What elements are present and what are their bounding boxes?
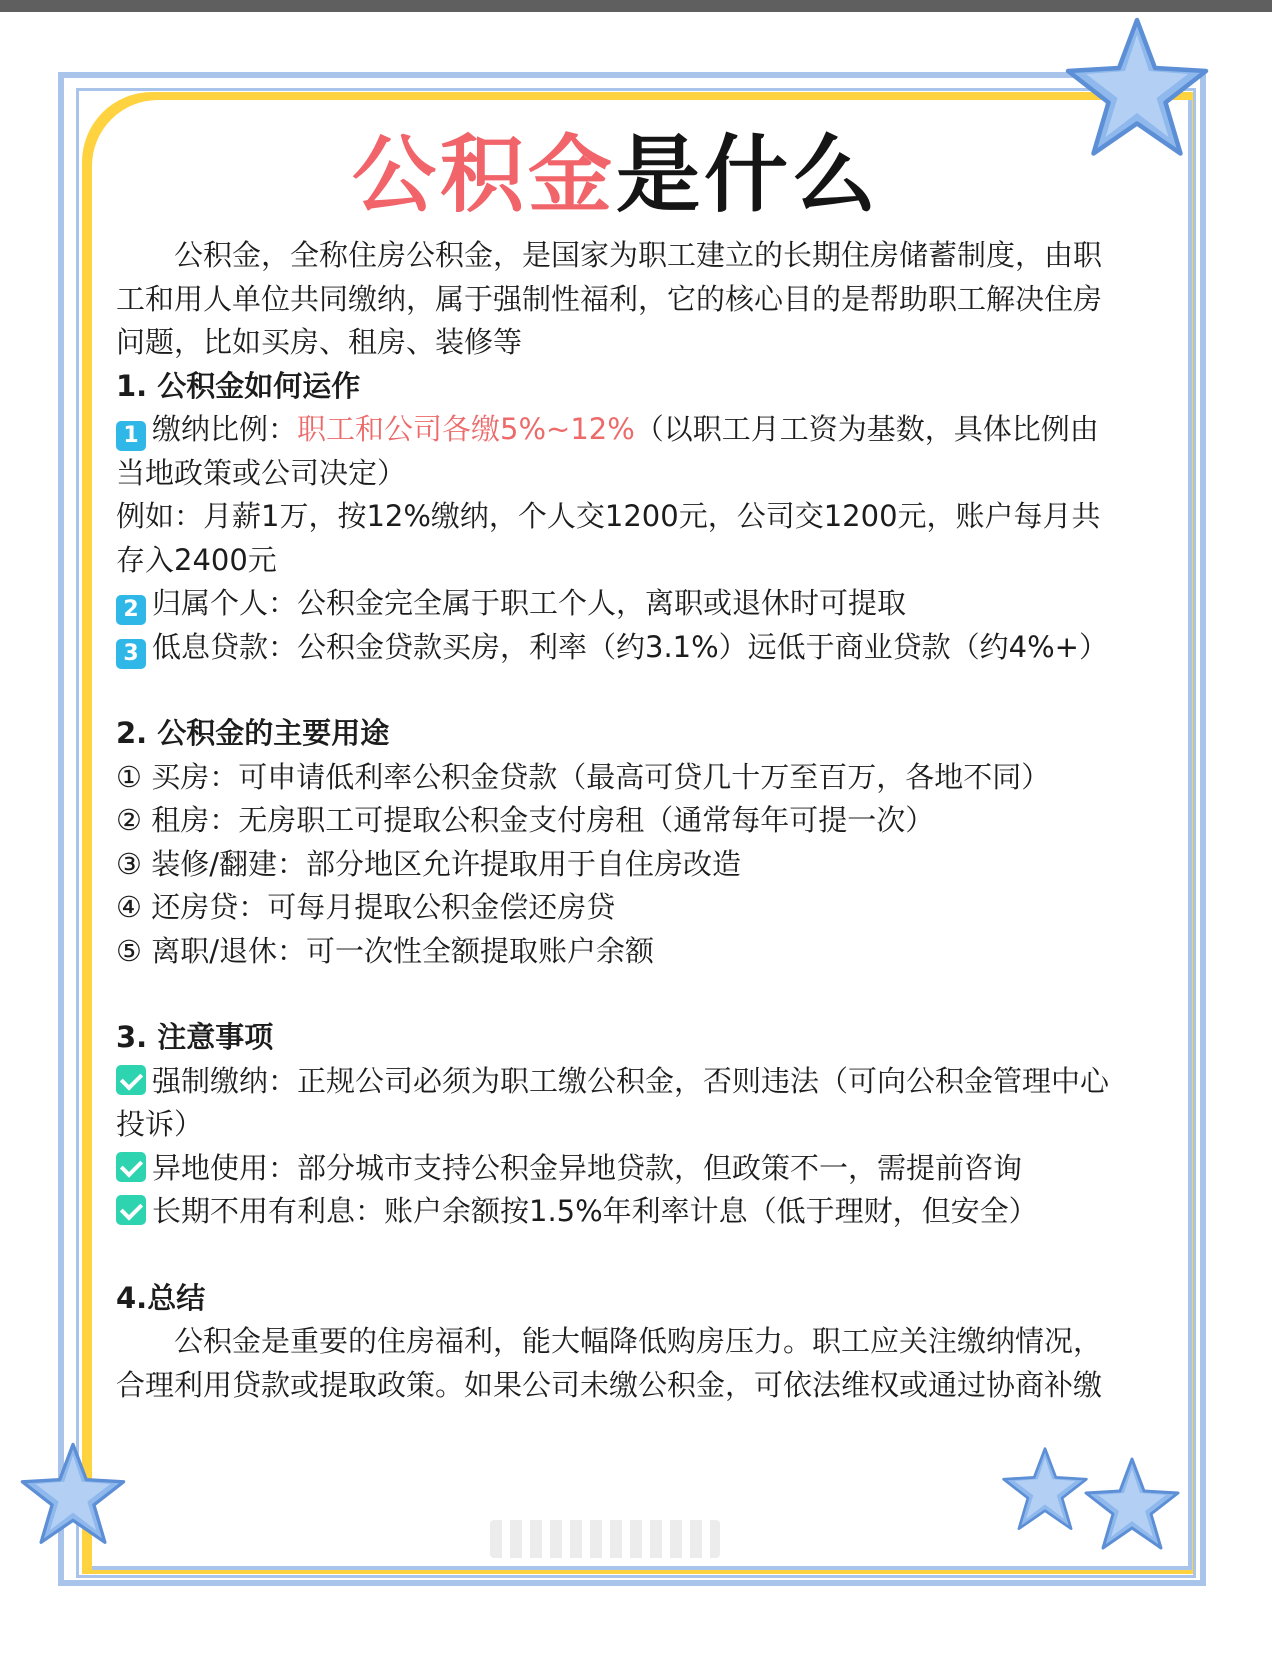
check-item-text: 长期不用有利息：账户余额按1.5%年利率计息（低于理财，但安全）	[152, 1194, 1038, 1228]
section1-item2	[116, 582, 1116, 626]
section1-item3	[116, 626, 1116, 670]
number-badge-icon: 3	[116, 639, 146, 669]
item1-label: 缴纳比例：	[152, 412, 298, 446]
top-bar	[0, 0, 1272, 12]
list-item: ① 买房：可申请低利率公积金贷款（最高可贷几十万至百万，各地不同）	[116, 759, 1051, 794]
section1-example: 例如：月薪1万，按12%缴纳，个人交1200元，公司交1200元，账户每月共存入2400元	[116, 499, 1101, 577]
section3-heading: 3. 注意事项	[116, 1020, 274, 1054]
spacer	[116, 1234, 1116, 1277]
section2-heading: 2. 公积金的主要用途	[116, 716, 390, 750]
check-item-text: 强制缴纳：正规公司必须为职工缴公积金，否则违法（可向公积金管理中心投诉）	[116, 1063, 1110, 1141]
item1-rest: （以职工月工资为基数，具体比例由当地政策或公司决定）	[116, 412, 1099, 490]
star-icon	[1082, 1455, 1182, 1555]
star-icon	[18, 1440, 128, 1550]
check-item-text: 异地使用：部分城市支持公积金异地贷款，但政策不一，需提前咨询	[152, 1150, 1023, 1185]
check-icon	[116, 1195, 146, 1225]
number-badge-icon: 2	[116, 595, 146, 625]
content	[116, 120, 1116, 1407]
spacer	[116, 669, 1116, 712]
item1-highlight: 职工和公司各缴5%~12%	[297, 412, 635, 446]
check-icon	[116, 1065, 146, 1095]
summary-paragraph: 公积金是重要的住房福利，能大幅降低购房压力。职工应关注缴纳情况，合理利用贷款或提取政策。如果公司未缴公积金，可依法维权或通过协商补缴	[116, 1324, 1103, 1402]
list-item: ⑤ 离职/退休：可一次性全额提取账户余额	[116, 933, 654, 968]
item2-text: 归属个人：公积金完全属于职工个人，离职或退休时可提取	[152, 586, 907, 620]
list-item: ④ 还房贷：可每月提取公积金偿还房贷	[116, 890, 616, 924]
check-icon	[116, 1152, 146, 1182]
watermark	[490, 1520, 720, 1558]
number-badge-icon: 1	[116, 421, 146, 451]
check-item	[116, 1190, 1116, 1234]
check-item	[116, 1060, 1116, 1147]
item3-text: 低息贷款：公积金贷款买房，利率（约3.1%）远低于商业贷款（约4%+）	[152, 629, 1108, 664]
page-title	[116, 120, 1116, 230]
section1-heading: 1. 公积金如何运作	[116, 368, 361, 403]
title-rest: 是什么	[616, 126, 881, 224]
title-highlight: 公积金	[351, 126, 616, 224]
check-item	[116, 1147, 1116, 1191]
list-item: ③ 装修/翻建：部分地区允许提取用于自住房改造	[116, 846, 741, 881]
section4-heading: 4.总结	[116, 1280, 206, 1315]
spacer	[116, 973, 1116, 1016]
section1-item1	[116, 408, 1116, 495]
list-item: ② 租房：无房职工可提取公积金支付房租（通常每年可提一次）	[116, 803, 935, 837]
intro-paragraph: 公积金，全称住房公积金，是国家为职工建立的长期住房储蓄制度，由职工和用人单位共同缴纳，属于强制性福利，它的核心目的是帮助职工解决住房问题，比如买房、租房、装修等	[116, 238, 1103, 359]
star-icon	[1000, 1445, 1090, 1535]
